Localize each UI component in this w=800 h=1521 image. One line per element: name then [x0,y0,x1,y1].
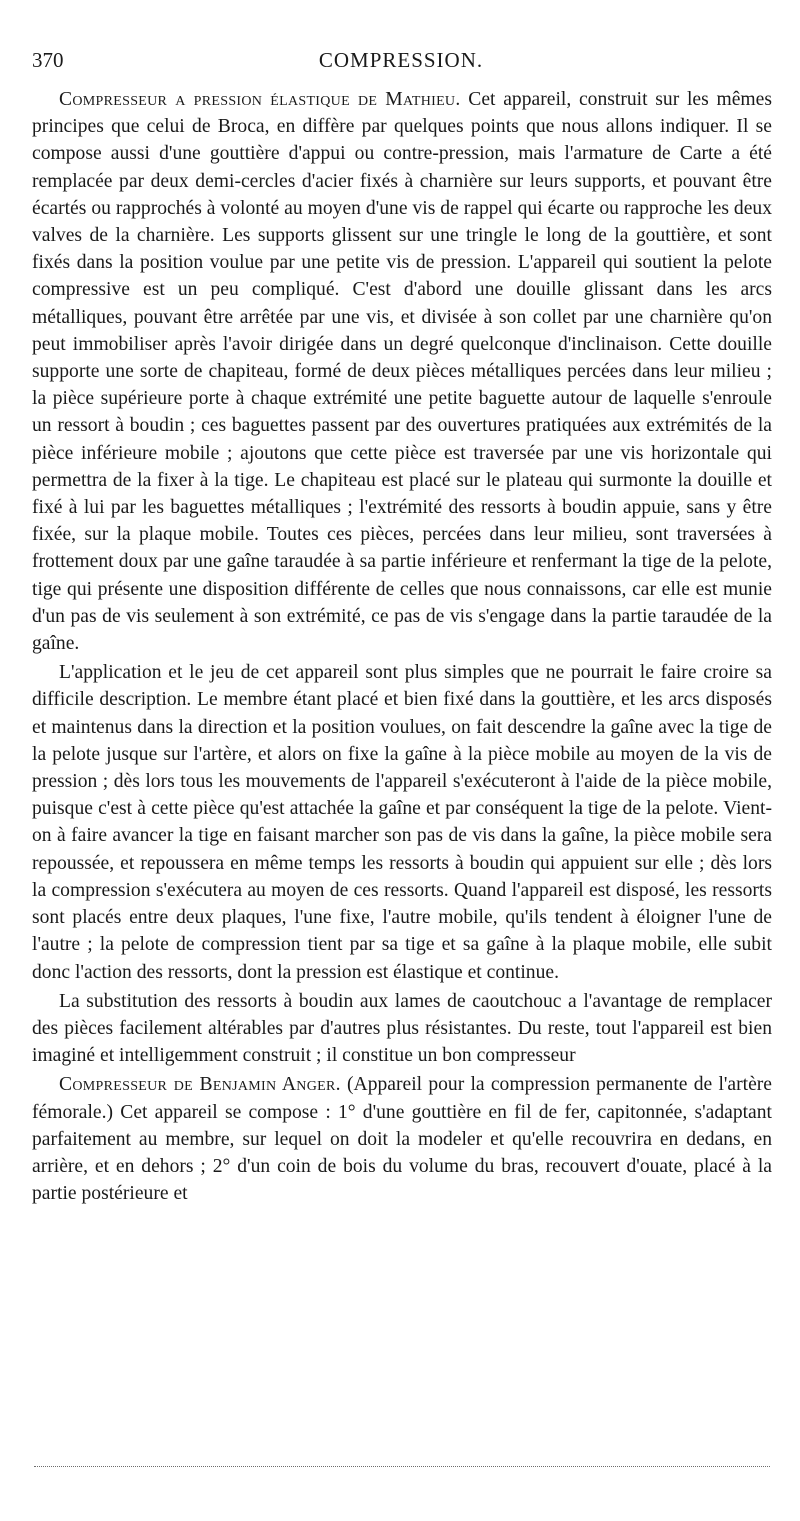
paragraph-text: Cet appareil, construit sur les mêmes principes que celui de Broca, en diffère par quelques points que nous allons indiquer. Il se compose aussi d'une gouttière d'appui ou contre-pression, mais l'armature de Carte a été remplacée par deux demi-cercles d'acier fixés à charnière sur leurs supports, et pouvant être écartés ou rapprochés à volonté au moyen d'une vis de rappel qui écarte ou rapproche les deux valves de la charnière. Les supports glissent sur une tringle le long de la gouttière, et sont fixés dans la position voulue par une petite vis de pression. L'appareil qui soutient la pelote compressive est un peu compliqué. C'est d'abord une douille glissant dans les arcs métalliques, pouvant être arrêtée par une vis, et divisée à son collet par une charnière qu'on peut immobiliser après l'avoir dirigée dans un degré quelconque d'inclinaison. Cette douille supporte une sorte de chapiteau, formé de deux pièces métalliques percées dans leur milieu ; la pièce supérieure porte à chaque extrémité une petite baguette autour de laquelle s'enroule un ressort à boudin ; ces baguettes passent par des ouvertures pratiquées aux extrémités de la pièce inférieure mobile ; ajoutons que cette pièce est traversée par une vis horizontale qui permettra de la fixer à la tige. Le chapiteau est placé sur le plateau qui surmonte la douille et fixé à lui par les baguettes métalliques ; l'extrémité des ressorts à boudin appuie, sans y être fixée, sur la plaque mobile. Toutes ces pièces, percées dans leur milieu, sont traversées à frottement doux par une gaîne taraudée à sa partie inférieure et renfermant la tige de la pelote, tige qui présente une disposition différente de celles que nous connaissons, car elle est munie d'un pas de vis seulement à son extrémité, ce pas de vis s'engage dans la partie taraudée de la gaîne. [32,89,772,655]
page-number: 370 [32,48,64,72]
paragraph-text: L'application et le jeu de cet appareil sont plus simples que ne pourrait le faire croire sa difficile description. Le membre étant placé et bien fixé dans la gouttière, et les arcs disposés et maintenus dans la direction et la position voulues, on fait descendre la gaîne avec la tige de la pelote jusque sur l'artère, et alors on fixe la gaîne à la pièce mobile au moyen de la vis de pression ; dès lors tous les mouvements de l'appareil s'exécuteront à l'aide de la pièce mobile, puisque c'est à cette pièce qu'est attachée la gaîne et par conséquent la tige de la pelote. Vient-on à faire avancer la tige en faisant marcher son pas de vis dans la gaîne, la pièce mobile sera repoussée, et repoussera en même temps les ressorts à boudin qui appuient sur elle ; dès lors la compression s'exécutera au moyen de ces ressorts. Quand l'appareil est disposé, les ressorts sont placés entre deux plaques, l'une fixe, l'autre mobile, qu'ils tendent à éloigner l'une de l'autre ; la pelote de compression tient par sa tige et sa gaîne à la plaque mobile, elle subit donc l'action des ressorts, dont la pression est élastique et continue. [32,662,772,983]
body-text [32,86,772,1209]
paragraph-text: (Appareil pour la compression permanente de l'artère fémorale.) Cet appareil se compose : 1° d'une gouttière en fil de fer, capitonnée, s'adaptant parfaitement au membre, sur lequel on doit la modeler et qu'elle recouvrira en dedans, en arrière, et en dehors ; 2° d'un coin de bois du volume du bras, recouvert d'ouate, placé à la partie postérieure et [32,1074,772,1205]
running-head: COMPRESSION. [318,48,484,72]
paragraph-anger-compressor [32,1071,772,1207]
paragraph-text: La substitution des ressorts à boudin aux lames de caoutchouc a l'avantage de remplacer des pièces facilement altérables par d'autres plus résistantes. Du reste, tout l'appareil est bien imaginé et intelligemment construit ; il constitue un bon compresseur [32,990,772,1067]
paragraph-mathieu-compressor [32,86,772,657]
page-header [32,48,770,80]
footer-rule [34,1466,770,1467]
paragraph-substitution [32,988,772,1070]
section-heading-anger: Compresseur de Benjamin Anger. [59,1074,341,1096]
section-heading-mathieu: Compresseur a pression élastique de Mathieu. [59,89,461,110]
paragraph-application [32,659,772,985]
